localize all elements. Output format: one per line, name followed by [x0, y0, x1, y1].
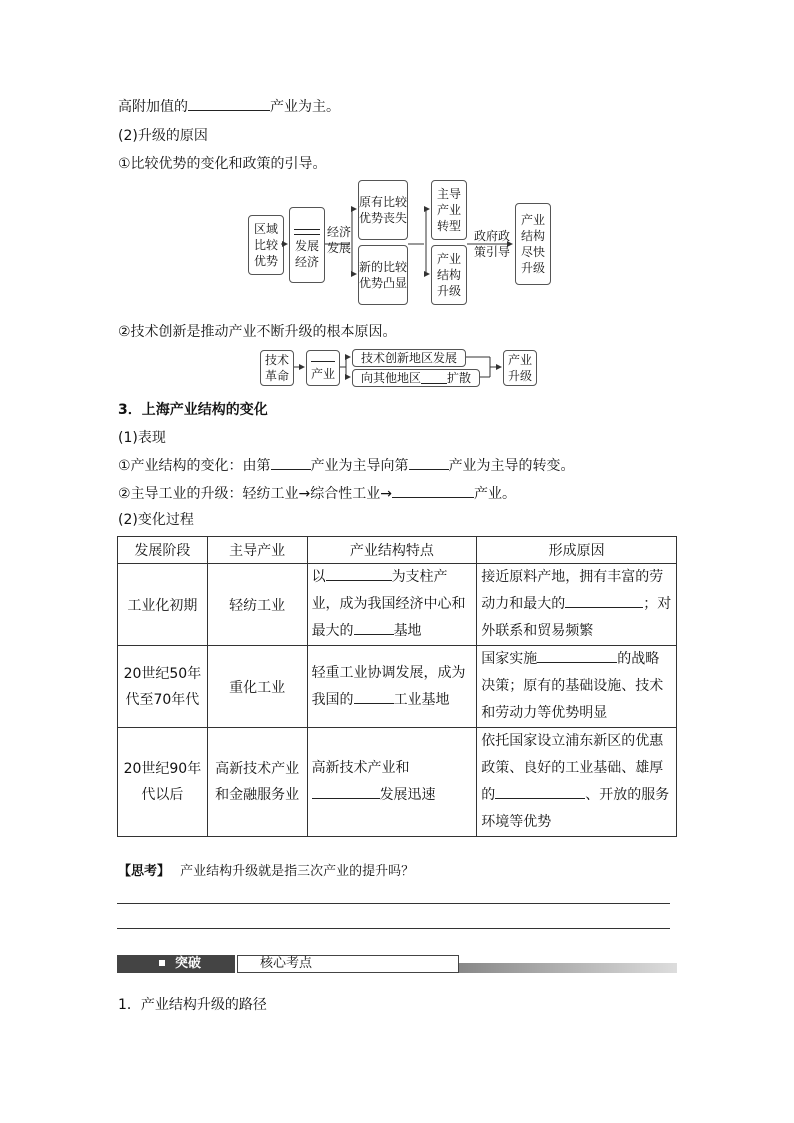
cell-industry: 轻纺工业 [207, 564, 307, 646]
table-row [118, 646, 677, 728]
answer-line[interactable] [117, 903, 670, 904]
flow-box-final: 产业结构尽快升级 [515, 203, 551, 285]
subheading: (2)变化过程 [118, 512, 194, 528]
edge-label-policy: 政府政策引导 [473, 229, 510, 259]
blank[interactable] [565, 593, 643, 608]
section-heading-3: 3．上海产业结构的变化 [118, 402, 268, 418]
table-header-row [118, 537, 677, 564]
blank[interactable] [354, 689, 394, 704]
paragraph: ②技术创新是推动产业不断升级的根本原因。 [118, 324, 397, 340]
cell-stage: 20世纪90年代以后 [118, 728, 208, 837]
flow-box-transform: 主导产业转型 [431, 180, 467, 240]
flow2-box-tech-innovation: 技术创新地区发展 [352, 349, 466, 367]
paragraph-b: ②主导工业的升级：轻纺工业→综合性工业→ 产业。 [118, 483, 516, 504]
blank[interactable] [409, 455, 449, 470]
edge-label-economy: 经济发展 [326, 225, 351, 255]
section-heading: (2)升级的原因 [118, 128, 208, 144]
answer-line[interactable] [117, 928, 670, 929]
cell-reasons: 依托国家设立浦东新区的优惠政策、良好的工业基础、雄厚的 、开放的服务环境等优势 [477, 728, 677, 837]
banner-left: 突破 [117, 955, 235, 973]
flow2-box-tech-revolution: 技术革命 [260, 350, 294, 386]
flow-box-region: 区域比较优势 [248, 215, 284, 275]
table-row [118, 728, 677, 837]
think-question: 【思考】 产业结构升级就是指三次产业的提升吗？ [118, 864, 415, 879]
blank[interactable] [495, 784, 585, 799]
header-reasons: 形成原因 [477, 537, 677, 564]
header-features: 产业结构特点 [307, 537, 477, 564]
section-banner [117, 955, 677, 975]
shanghai-industry-table [117, 536, 677, 837]
flow-box-develop: 发展经济 [289, 207, 325, 283]
flow2-box-upgrade: 产业升级 [503, 350, 537, 386]
subheading: (1)表现 [118, 430, 166, 446]
cell-industry: 重化工业 [207, 646, 307, 728]
flow-2-arrows [0, 0, 794, 400]
paragraph: ①比较优势的变化和政策的引导。 [118, 156, 327, 172]
think-tag: 【思考】 [118, 864, 171, 879]
flow2-box-industry: 产业 [306, 350, 340, 386]
blank[interactable] [354, 620, 394, 635]
banner-right: 核心考点 [237, 955, 459, 973]
blank[interactable] [392, 483, 474, 498]
flow2-box-diffusion: 向其他地区 扩散 [352, 369, 480, 387]
bullet-icon [159, 960, 165, 966]
flow-box-upgrade: 产业结构升级 [431, 245, 467, 305]
flow-box-new-advantage: 新的比较优势凸显 [358, 245, 408, 305]
cell-features: 高新技术产业和发展迅速 [307, 728, 477, 837]
cell-industry: 高新技术产业和金融服务业 [207, 728, 307, 837]
paragraph-a: ①产业结构的变化：由第 产业为主导向第 产业为主导的转变。 [118, 455, 575, 476]
paragraph: 1．产业结构升级的路径 [118, 997, 267, 1013]
banner-stripe [459, 963, 677, 973]
flow-box-old-advantage: 原有比较优势丧失 [358, 180, 408, 240]
cell-stage: 20世纪50年代至70年代 [118, 646, 208, 728]
cell-features: 以 为支柱产业，成为我国经济中心和最大的 基地 [307, 564, 477, 646]
blank[interactable] [537, 648, 617, 663]
intro-line: 高附加值的 产业为主。 [118, 96, 340, 117]
cell-reasons: 接近原料产地，拥有丰富的劳动力和最大的 ；对外联系和贸易频繁 [477, 564, 677, 646]
table-row [118, 564, 677, 646]
blank[interactable] [326, 566, 392, 581]
cell-features: 轻重工业协调发展，成为我国的 工业基地 [307, 646, 477, 728]
cell-reasons: 国家实施 的战略决策；原有的基础设施、技术和劳动力等优势明显 [477, 646, 677, 728]
header-stage: 发展阶段 [118, 537, 208, 564]
blank[interactable] [271, 455, 311, 470]
cell-stage: 工业化初期 [118, 564, 208, 646]
header-industry: 主导产业 [207, 537, 307, 564]
blank[interactable] [312, 784, 380, 799]
